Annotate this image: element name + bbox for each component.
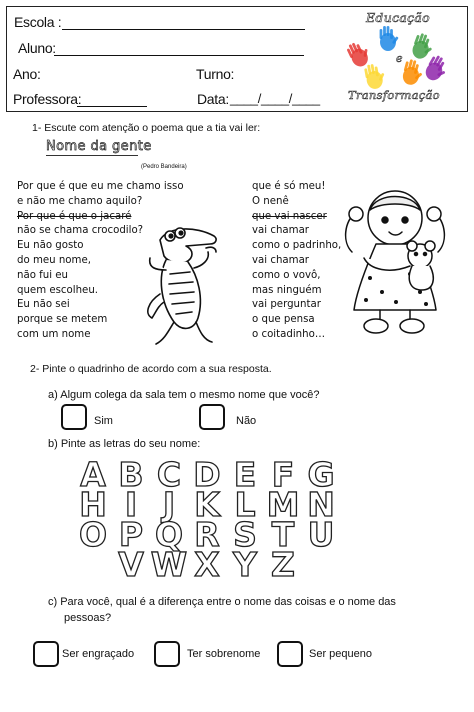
letter-p[interactable]: P (118, 515, 144, 554)
handprint-icon (422, 53, 451, 84)
ter-sobrenome-label: Ter sobrenome (187, 648, 261, 660)
girl-illustration (340, 182, 450, 336)
letter-h[interactable]: H (79, 485, 107, 524)
poem-line: não se chama crocodilo? (17, 225, 144, 237)
letter-m[interactable]: M (266, 485, 300, 524)
letter-j[interactable]: J (162, 485, 176, 524)
professora-field[interactable] (77, 106, 147, 107)
sim-label: Sim (94, 415, 113, 427)
logo-text-educacao: Educação (366, 10, 431, 25)
letter-r[interactable]: R (194, 515, 220, 554)
poem-line: com um nome (17, 329, 91, 340)
poem-line: e não me chamo aquilo? (17, 195, 143, 207)
logo-text-e: e (396, 52, 403, 65)
professora-label: Professora: (13, 91, 82, 107)
poem-line: o que pensa (252, 314, 315, 326)
handprint-icon (401, 58, 426, 87)
poem-line: O nenê (252, 195, 289, 207)
ser-engracado-checkbox[interactable] (33, 641, 59, 667)
aluno-field[interactable] (54, 55, 304, 56)
poem-line: como o padrinho, (252, 240, 342, 252)
letter-k[interactable]: K (194, 485, 220, 524)
poem-line: Eu não sei (17, 299, 70, 311)
letter-f[interactable]: F (271, 455, 295, 494)
aluno-label: Aluno: (18, 40, 56, 56)
ser-engracado-label: Ser engraçado (62, 648, 135, 660)
poem-line: do meu nome, (17, 255, 91, 266)
ser-pequeno-checkbox[interactable] (277, 641, 303, 667)
handprint-icon (410, 32, 437, 62)
handprint-icon (364, 62, 387, 90)
logo (336, 6, 468, 110)
poem-author: (Pedro Bandeira) (141, 164, 187, 170)
turno-label: Turno: (196, 66, 235, 82)
sim-checkbox[interactable] (61, 404, 87, 430)
letter-x[interactable]: X (194, 545, 220, 584)
letter-b[interactable]: B (118, 455, 144, 494)
letter-c[interactable]: C (156, 455, 182, 494)
letter-s[interactable]: S (233, 515, 257, 554)
poem-line: que vai nascer (252, 210, 327, 222)
handprint-icon (380, 26, 399, 51)
letter-z[interactable]: Z (271, 545, 295, 584)
letter-q[interactable]: Q (154, 515, 184, 554)
question-2a: a) Algum colega da sala tem o mesmo nome que você? (48, 389, 320, 401)
poem-line: não fui eu (17, 269, 69, 281)
poem-line: que é só meu! (252, 181, 326, 192)
alphabet-row-4 (112, 545, 302, 584)
poem-line: Por que é que o jacaré (17, 210, 132, 222)
poem-line: mas ninguém (252, 284, 322, 296)
escola-label: Escola : (14, 14, 62, 30)
letter-n[interactable]: N (307, 485, 335, 524)
poem-line: como o vovô, (252, 269, 321, 281)
poem-line: Eu não gosto (17, 240, 84, 252)
poem-title-underline (46, 155, 138, 156)
letter-u[interactable]: U (307, 515, 335, 554)
letter-t[interactable]: T (271, 515, 295, 554)
poem-title: Nome da gente (46, 139, 152, 154)
letter-v[interactable]: V (118, 545, 144, 584)
letter-y[interactable]: Y (233, 545, 257, 584)
letter-w[interactable]: W (150, 545, 188, 584)
poem-line: vai perguntar (252, 299, 321, 311)
poem-line: o coitadinho… (252, 329, 326, 340)
question-2: 2- Pinte o quadrinho de acordo com a sua resposta. (30, 363, 272, 375)
ser-pequeno-label: Ser pequeno (309, 648, 372, 660)
letter-a[interactable]: A (80, 455, 106, 494)
letter-o[interactable]: O (78, 515, 108, 554)
nao-label: Não (236, 415, 257, 427)
nao-checkbox[interactable] (199, 404, 225, 430)
poem-line: vai chamar (252, 255, 309, 266)
poem-line: Por que é que eu me chamo isso (17, 181, 184, 192)
data-field[interactable]: ____/____/____ (230, 91, 320, 106)
alligator-illustration (138, 222, 222, 350)
ter-sobrenome-checkbox[interactable] (154, 641, 180, 667)
ano-label: Ano: (13, 66, 41, 82)
letter-d[interactable]: D (193, 455, 221, 494)
letter-g[interactable]: G (307, 455, 335, 494)
letter-i[interactable]: I (124, 485, 138, 524)
letter-l[interactable]: L (234, 485, 256, 524)
poem-line: vai chamar (252, 225, 309, 237)
question-1: 1- Escute com atenção o poema que a tia vai ler: (32, 122, 261, 134)
question-2c-line2: pessoas? (64, 612, 112, 624)
question-2b: b) Pinte as letras do seu nome: (48, 438, 201, 450)
poem-line: porque se metem (17, 314, 108, 326)
handprint-icon (345, 39, 373, 70)
letter-e[interactable]: E (233, 455, 257, 494)
escola-field[interactable] (62, 29, 305, 30)
question-2c-line1: c) Para você, qual é a diferença entre o nome das coisas e o nome das (48, 596, 396, 608)
data-label: Data: (197, 91, 229, 107)
logo-text-transformacao: Transformação (348, 88, 440, 102)
poem-line: quem escolheu. (17, 284, 99, 296)
